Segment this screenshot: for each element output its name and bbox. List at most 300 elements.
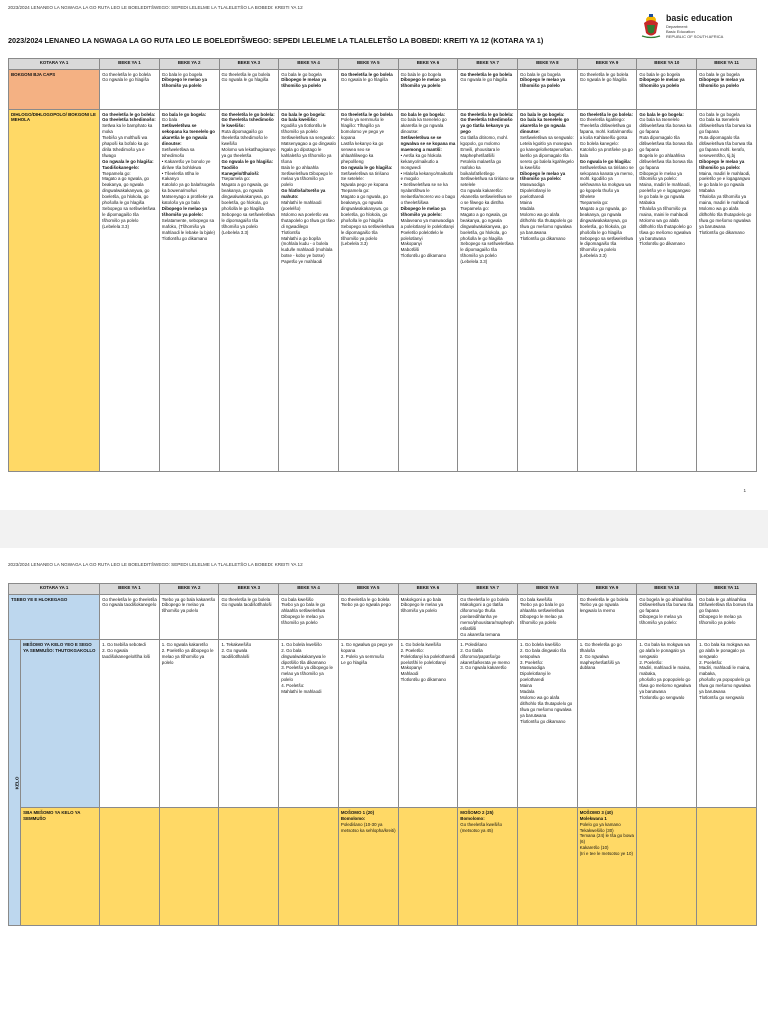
- cell-text-line: Go bala le go bogela: [520, 71, 561, 77]
- cell-text-line: Madiri, mahlaodi le maina,: [639, 665, 691, 671]
- cell-text-line: Maina, madiri le mahlaodi, poeletšo ye e logagangwo le go bala le go ngwala: [699, 170, 751, 188]
- cell-text-line: MOŠOMO 1 (20): [340, 809, 375, 815]
- cell-text-line: Ruta dipomagalo tša ditšweletšwa tša bonwa tša go fapana mohl. kerafo, sesewentšho, tij,bj: [699, 135, 753, 158]
- cell-text-line: Go bala le go ahlaahlisa: [699, 596, 747, 602]
- cell-text-line: Madala: [520, 689, 535, 695]
- cell-text-line: Go bala ka tsenelelo ditšweletšwa tša bonwa ka go fapana: [699, 117, 752, 135]
- cell-text-line: Go bala kwešišo: [520, 596, 553, 602]
- cell-text-line: Polelo ya semmušo le hlagišo: Tlhagišo ya bomolomo ye pego ye kopana: [340, 117, 385, 141]
- header-row: [9, 584, 757, 595]
- week-2-cell: [159, 110, 219, 472]
- cell-text-line: Molomo wa lekatlhagisanyo ya go theeletša: [221, 146, 276, 158]
- week-2-cell: [159, 595, 219, 640]
- week-8-cell: [518, 110, 578, 472]
- week-9-cell: [577, 70, 637, 110]
- cell-text-line: Go bala le go bogela: [699, 71, 740, 77]
- formal-assessment-row: [9, 808, 757, 926]
- cell-text-line: Magato a go ngwala, go beakanya, go ngwala dingwalwakakanywa, go boeletša, go hlokola, go phošolla le go hlagiša: [460, 211, 508, 241]
- cell-text-line: Go ngwala le go hlagiša: [340, 77, 388, 83]
- header-week-9: BEKE YA 9: [577, 59, 637, 70]
- week-1-cell: [100, 110, 160, 472]
- cell-text-line: Tsepamela go:: [579, 200, 609, 206]
- cell-text-line: Go ngwala taodišokanegelo: [102, 602, 157, 608]
- week-5-cell: [338, 808, 398, 926]
- week-11-cell: [697, 70, 757, 110]
- week-3-cell: [219, 70, 279, 110]
- cell-text-line: Tlotlontšu go dikamano: [400, 677, 446, 683]
- header-week-3: BEKE YA 3: [219, 59, 279, 70]
- cell-text-line: Tsebišo ya molthuši wa phapoši ka bofalo ka go dirila tshedimošo ya e tšwago: [102, 135, 149, 158]
- row-label: SBA MEŠOMO YA KELO YA SEMMUŠO: [21, 808, 100, 926]
- cell-text-line: 2. Poeletšo:: [699, 659, 723, 665]
- cell-text-line: Go theeletša le go bolela: [102, 71, 151, 77]
- cell-text-line: Sebopego sa setšweletšwa le dipomagaišo tša tšhomišo ya polelo (Lebelela 3.3): [579, 235, 633, 259]
- cell-text-line: Dibopego le melao ya tšhomišo ya polelo: [639, 77, 685, 89]
- cell-text-line: Go bala le go bogela:: [520, 111, 565, 117]
- cell-text-line: Mabaka: [639, 200, 656, 206]
- cell-text-line: Makokgoni a go tlatša diforomo/go thuša poelaredihlanha ye memo/phousitara/maphephetšatšiši: [460, 602, 514, 632]
- cell-text-line: Go bala ka tsenelelo ditšweletšwa tša bonwa ka go fapana: [639, 117, 692, 135]
- cell-text-line: Dibopego le melao ya tšhomišo ya polelo: [161, 602, 205, 614]
- cell-text-line: phošollo ya popopolelo go tšwa go mešomo ngwalwa ya barutwana: [639, 677, 691, 695]
- cell-text-line: Go ngwala kakaretšo:: [460, 188, 503, 194]
- header-week-10: BEKE YA 10: [637, 584, 697, 595]
- row-label: DIHLOGO/DIHLOGOPOLO/ BOKGONI LE MEHOLA: [9, 110, 100, 472]
- cell-text-line: Selatamente, sebopego sa mafoko, (Tšhomišo ya mahlaodi le lebake la bjale): [161, 217, 216, 235]
- cell-text-line: Dibopego le melao ya tšhomišo ya polelo:: [639, 614, 682, 626]
- cell-text-line: Go theeletša le go bolela: [460, 596, 509, 602]
- cell-text-line: Tlotlontšu go dikamano: [161, 235, 208, 241]
- cell-text-line: Go theeletša le go bolela: [340, 71, 393, 77]
- cell-text-line: 1. Go tsebiša sebotedi: [102, 641, 146, 647]
- cell-text-line: Makokgoni a go bala: [400, 596, 442, 602]
- cell-text-line: Bomolomo:: [460, 815, 485, 821]
- running-header: 2023/2024 LENANEO LA NGWAGA LA GO RUTA LEO LE BOELEDITŠWEGO: SEPEDI LELELME LA TLALELETŠO LA BOBEDI: KREITI YA 12: [8, 562, 303, 567]
- cell-text-line: Go bala ka tsenelelo go akaretša le go ngwala dinoutse:: [400, 117, 447, 135]
- cell-text-line: 3. Poeletšo ya dibopego le melao ya tšhomišo ya polelo: [281, 665, 333, 683]
- cell-text-line: Tihaloša ya tšhomišo ya maina, maini le mahlaodi: [639, 206, 688, 217]
- cell-text-line: Go bolela kanegelo:: [579, 141, 619, 147]
- week-7-cell: [458, 70, 518, 110]
- week-8-cell: [518, 640, 578, 808]
- header-week-3: BEKE YA 3: [219, 584, 279, 595]
- week-11-cell: [697, 808, 757, 926]
- cell-text-line: Setšweletšwa sa sengwalo:: [520, 135, 574, 141]
- cell-text-line: Dibopego le melao ya tšhomišo ya polelo: [400, 77, 446, 89]
- cell-text-line: 1. Tekakwešišo: [221, 641, 252, 647]
- cell-text-line: Tihaloša ya tšhomišo ya maina, madiri le mahlaodi: [699, 194, 750, 206]
- week-4-cell: [279, 640, 339, 808]
- cell-text-line: Tlotlontšu go sengwalo: [639, 695, 685, 700]
- week-11-cell: [697, 110, 757, 472]
- week-6-cell: [398, 640, 458, 808]
- cell-text-line: Tlotlontšu go dikamano: [520, 235, 566, 241]
- cell-text-line: Go tlatša ditiromo, mohl. kgopolo, go molomo: [460, 135, 508, 147]
- cell-text-line: Go theeletša le go bolela: [221, 596, 271, 602]
- cell-text-line: Lastša kekanyo ka go senwea seo se ahlaahlilwego ka phepolšeng: [340, 141, 384, 164]
- cell-text-line: Tsebo ya go ngwala pego: [340, 602, 391, 608]
- cell-text-line: Kakaretšo (10): [579, 845, 609, 851]
- week-2-cell: [159, 640, 219, 808]
- cell-text-line: 2. Polelo ya semmušo: [340, 653, 385, 659]
- cell-text-line: Dibopego le melao ya tšhomišo ya polelo:: [161, 206, 207, 217]
- cell-text-line: Ruta dipomagalo tša ditšweletšwa tša bonwa tša go fapana: [639, 135, 693, 152]
- cell-text-line: Tsebo ya go bala kakaretšo: [161, 596, 216, 602]
- cell-text-line: Tsebo ya go bala le go ahlaahla setšweletšwa: [281, 602, 326, 614]
- cell-text-line: Go theeletša le go bolela:: [102, 111, 156, 117]
- cell-text-line: Go bala le go bogela: [639, 71, 680, 77]
- cell-text-line: Makopanyi: [400, 665, 422, 671]
- cell-text-line: 3. Poeletšo:: [520, 659, 544, 665]
- cell-text-line: Magato a go ngwala, go beakanya, go ngwala dingwalwakakanywa, go boeletša, go hlokola, go phošolla le go hlagiša: [102, 176, 150, 206]
- cell-text-line: Maswaodiga: [520, 665, 545, 671]
- cell-text-line: Dibopego le melao ya tšhomišo ya polelo:: [520, 170, 566, 182]
- cell-text-line: • Setšweletšwa se se ka nyalantšhwa le melaetša/morero wo o bago o theeletšišwa: [400, 182, 456, 206]
- coat-of-arms-icon: [640, 11, 662, 39]
- week-6-cell: [398, 110, 458, 472]
- cell-text-line: 2. Go bala dingwalo tša setopolwa: [520, 647, 566, 659]
- cell-text-line: Go theeletša le go bolela:: [221, 111, 275, 117]
- week-7-cell: [458, 808, 518, 926]
- cell-text-line: Dibopego le melao ya tšhomišo ya polelo:: [639, 170, 682, 182]
- cell-text-line: 1. Go theeletša go go tlhaloša: [579, 641, 622, 653]
- week-5-cell: [338, 70, 398, 110]
- cell-text-line: Go bala le go bogela: [281, 71, 322, 77]
- week-1-cell: [100, 70, 160, 110]
- cell-text-line: Go bogela le go ahlaahlisa: [639, 596, 692, 602]
- cell-text-line: Dibopego le melao ya tšhomišo ya polelo: [161, 77, 207, 89]
- cell-text-line: Go ngwala le go hlagiša: [221, 77, 269, 83]
- document-title: 2023/2024 LENANEO LA NGWAGA LA GO RUTA LEO LE BOELEDITŠWEGO: SEPEDI LELELME LA TLALELETŠO LA BOBEDI: KREITI YA 12 (KOTARA YA 1): [8, 36, 544, 45]
- cell-text-line: • Kakaretšo ye bonolo ye dirilwe tša bohlokwa: [161, 158, 211, 170]
- running-header: 2023/2024 LENANEO LA NGWAGA LA GO RUTA LEO LE BOELEDITŠWEGO: SEPEDI LELELME LA TLALELETŠO LA BOBEDI: KREITI YA 12: [8, 5, 303, 10]
- cell-text-line: MOŠOMO 3 (40): [579, 809, 613, 815]
- cell-text-line: Dibopego le melao ya tšhomišo ya polelo: [520, 77, 566, 89]
- cell-text-line: 2. Go ngwala taodišotlhaloši: [221, 647, 250, 659]
- cell-text-line: Ditšweletšwa tša bonwa tša go fapana: [639, 602, 694, 614]
- programme-table-page-2: [8, 583, 757, 926]
- page-1: [0, 0, 768, 510]
- caps-skills-row: [9, 70, 757, 110]
- week-10-cell: [637, 595, 697, 640]
- cell-text-line: Magato a go ngwala, go beakanya, go ngwala dingwalwakakanywa, go boeletša, go hlokola, go phošolla le go hlagiša: [221, 182, 269, 211]
- week-8-cell: [518, 595, 578, 640]
- cell-text-line: 2. Poeletšo:: [400, 647, 424, 653]
- week-10-cell: [637, 110, 697, 472]
- cell-text-line: 2. Go bala dingwalwakakanywa le dipotšišo tša dikamano: [281, 647, 326, 665]
- cell-text-line: Go akaretša temana: [460, 631, 501, 637]
- week-4-cell: [279, 70, 339, 110]
- cell-text-line: Setšweletšwa sa sengwalo:: [281, 135, 335, 141]
- cell-text-line: Go ngwala taodišotlhaloši: [221, 602, 272, 608]
- cell-text-line: Go bala le go bogela: [699, 111, 740, 117]
- cell-text-line: Go theeletša le go bolela: [221, 71, 271, 77]
- cell-text-line: Emeili, phousitara le Maphephetšatšiši: [460, 146, 500, 158]
- cell-text-line: Polediśano (10-30 ya metsotso ka sehlopha/kreiti): [340, 821, 396, 833]
- cell-text-line: Go ngwala le go hlagiša:: [102, 158, 154, 164]
- header-week-5: BEKE YA 5: [338, 59, 398, 70]
- week-9-cell: [577, 808, 637, 926]
- header-week-4: BEKE YA 4: [279, 59, 339, 70]
- header-week-6: BEKE YA 6: [398, 584, 458, 595]
- cell-text-line: Molomo wa go alafa ditlhohlo tša thutapolelo go tšwa go mešomo ngwalwa ya barutwana: [639, 217, 692, 241]
- week-4-cell: [279, 808, 339, 926]
- cell-text-line: Mahlathi a go bopša (mohlala kudu - o bolela kudu/le mahlaodi (mohlala botse - kobo ye botse): [281, 235, 333, 259]
- week-7-cell: [458, 595, 518, 640]
- week-6-cell: [398, 808, 458, 926]
- cell-text-line: Ngala go dipotago le kahlaletšo ya tšhomišo ya tšona: [281, 146, 332, 164]
- cell-text-line: Temana (24) le tša go bowa (6): [579, 833, 634, 845]
- week-11-cell: [697, 595, 757, 640]
- cell-text-line: Katololo ya go bala/tsogela ka bowena/mošwi: [161, 182, 215, 194]
- cell-text-line: Molomo wa poeletšo wa thutapolelo go tšwa go tšeo di ngwadilego: [281, 211, 335, 229]
- cell-text-line: Go theeletša le go bolela: [340, 596, 390, 602]
- cell-text-line: Go bala le go bogela: [161, 71, 203, 77]
- row-label: MEŠOMO YA KELO YEO E SEGO YA SEMMUŠO: THUTOKGAKOLLO: [21, 640, 100, 808]
- cell-text-line: 2. Poeletšo ya dibopego le melao ya tšhomišo ya polelo: [161, 647, 214, 665]
- week-10-cell: [637, 640, 697, 808]
- header-week-2: BEKE YA 2: [159, 584, 219, 595]
- side-label-text: KELO: [14, 776, 20, 790]
- cell-text-line: Go theeletša le go bolela: [579, 71, 629, 77]
- cell-text-line: Go theeletša tshedimošo:: [102, 117, 156, 123]
- week-10-cell: [637, 70, 697, 110]
- cell-text-line: Go bala le go bogela:: [161, 111, 207, 117]
- cell-text-line: Molekwana 1: [579, 815, 607, 821]
- cell-text-line: Tsepamela go:: [460, 206, 489, 211]
- cell-text-line: Tlotlontšu go dikamano: [639, 241, 685, 247]
- cell-text-line: Akanetša setšweletšwa se o se filwego ka dintlha: [460, 194, 512, 206]
- cell-text-line: Dibopego le melao ya tšhomišo ya polelo: [400, 602, 444, 614]
- cell-text-line: • Aetša ka go hlokola kekanyo/maikutlo a mongwedi: [400, 152, 442, 170]
- cell-text-line: Setšweletšwa sa tiriśano: [340, 170, 389, 176]
- cell-text-line: Setšweletšwa se sekopana ka tsenelelo go akaretša le go ngwala dinoutse:: [161, 123, 215, 147]
- cell-text-line: Go ngwala le go hlagiša:: [221, 158, 273, 164]
- cell-text-line: Go bala: [161, 117, 178, 123]
- cell-text-line: Taodišo Kanegelo/tlhaloši:: [221, 164, 260, 176]
- cell-text-line: Mabaka: [699, 188, 715, 194]
- topics-row: [9, 110, 757, 472]
- header-week-9: BEKE YA 9: [577, 584, 637, 595]
- cell-text-line: • Tšeeletša ntlha le Kakanyo: [161, 170, 199, 182]
- cell-text-line: Molomo wa go alafa ditlhohlo tša thutapolelo go tšwa go mešomo ngwalwa ya barutwana: [699, 206, 752, 229]
- cell-text-line: Se setelele:: [340, 176, 364, 182]
- cell-text-line: Tlotlontšu go dikamano: [699, 229, 745, 235]
- cell-text-line: Tsepamela go:: [221, 176, 251, 182]
- header-week-4: BEKE YA 4: [279, 584, 339, 595]
- page-gap: [0, 510, 768, 548]
- cell-text-line: Go ngwala le go hlagiša: [460, 77, 508, 83]
- cell-text-line: Maswaodiga: [520, 182, 545, 188]
- week-10-cell: [637, 808, 697, 926]
- cell-text-line: Dipolelotlanyi le poelotharedi: [520, 188, 551, 200]
- cell-text-line: poelotšhi le polelotlanyi: [400, 659, 446, 665]
- cell-text-line: Molomo wa go alafa ditlhohlo tša thutapolelo go tšwa go mešomo ngwalwa ya barutwana: [520, 695, 573, 718]
- cell-text-line: mabaka,: [699, 671, 716, 677]
- cell-text-line: Go ngwala le go hlagiša: [579, 77, 627, 83]
- cell-text-line: Ngwala pego ye kopana: [340, 182, 389, 188]
- cell-text-line: Setšweletšwa sa tiriśano se sekopana kanata ya memo, mohl. kgodišo ya sekhwama ka mokgwa wa go kgopela thušo ya tšhelete: [579, 164, 634, 200]
- cell-text-line: 2. Go tlatša diforomo/papatšo/go akaretša/kerata ye memo: [460, 647, 510, 665]
- week-6-cell: [398, 595, 458, 640]
- week-5-cell: [338, 110, 398, 472]
- cell-text-line: Go bala le go bogela: [400, 71, 442, 77]
- header-week-11: BEKE YA 11: [697, 584, 757, 595]
- cell-text-line: mabaka,: [639, 671, 657, 677]
- week-8-cell: [518, 70, 578, 110]
- cell-text-line: Dibopego le melao ya tšhomišo ya polelo: [520, 614, 563, 626]
- header-week-7: BEKE YA 7: [458, 59, 518, 70]
- week-5-cell: [338, 640, 398, 808]
- department-logo: [640, 10, 758, 40]
- header-week-6: BEKE YA 6: [398, 59, 458, 70]
- cell-text-line: Dibopego le melao ya tšhomišo ya polelo: [281, 614, 324, 626]
- header-week-1: BEKE YA 1: [100, 59, 160, 70]
- week-11-cell: [697, 640, 757, 808]
- cell-text-line: Mahlaodi: [400, 671, 419, 677]
- cell-text-line: Ditšweletšwa tša bonwa tša go fapana: [699, 602, 754, 614]
- cell-text-line: Bala le go ahlaahla: [281, 164, 319, 170]
- cell-text-line: Mahlathi le mahlaodi: [281, 689, 322, 695]
- cell-text-line: Tekakwešišo (30): [579, 827, 614, 833]
- logo-subtitle-1: Department:: [666, 24, 689, 29]
- week-4-cell: [279, 595, 339, 640]
- cell-text-line: Go theeletša kgahlego:: [579, 117, 625, 123]
- cell-text-line: Dibopego le melao ya tšhomišo ya polelo: [699, 614, 742, 626]
- week-7-cell: [458, 110, 518, 472]
- week-8-cell: [518, 808, 578, 926]
- week-3-cell: [219, 640, 279, 808]
- week-5-cell: [338, 595, 398, 640]
- cell-text-line: 3. Go ngwala kakaretšo: [460, 665, 507, 671]
- required-knowledge-row: [9, 595, 757, 640]
- cell-text-line: 1. Go ngwalwa go pego ye kopana: [340, 641, 393, 653]
- cell-text-line: Setšweletšwa Dibopego le melao ya tšhomišo ya polelo: [281, 170, 333, 188]
- cell-text-line: Katološo ya protšeke ya go bala: [579, 146, 633, 158]
- header-row: [9, 59, 757, 70]
- cell-text-line: Dibopego le melao ya tšhomišo ya polelo:: [400, 206, 446, 217]
- cell-text-line: Dibopego le melao ya tšhomišo ya polelo:: [699, 158, 745, 170]
- week-3-cell: [219, 595, 279, 640]
- cell-text-line: Taodišokanegelo:: [102, 164, 140, 170]
- cell-text-line: Madala: [520, 206, 535, 211]
- cell-text-line: Go bala kwešišo:: [281, 117, 318, 123]
- cell-text-line: Sebopego sa setšweletšwa le dipomagaišo tša tšhomišo ya polelo (Lebelela 3.3): [102, 206, 156, 229]
- cell-text-line: 2. Go ngwalwa maphephetšatšiši ya dublana: [579, 653, 620, 671]
- cell-text-line: Go theeletša le go bolela: [579, 596, 629, 602]
- week-2-cell: [159, 808, 219, 926]
- cell-text-line: Tsebo ya go bala le go ahlaahla setšweletšwa: [520, 602, 564, 614]
- cell-text-line: Theeletša ditšweletšwa go fapana, mohl. kotla/mantšu a koša Kahlaselšo gotsa: [579, 123, 633, 141]
- cell-text-line: MOŠOMO 2 (25): [460, 809, 494, 815]
- cell-text-line: Go ngwala le go hlagiša:: [579, 158, 632, 164]
- cell-text-line: Tsepamela go:: [102, 170, 131, 176]
- cell-text-line: Go theeletša tshedimošo ya go tlatša kekanyo ya pego: [460, 117, 513, 135]
- cell-text-line: Go bala le go bogela:: [281, 111, 326, 117]
- logo-subtitle-3: REPUBLIC OF SOUTH AFRICA: [666, 34, 724, 39]
- header-week-1: BEKE YA 1: [100, 584, 160, 595]
- header-term: KOTARA YA 1: [9, 584, 100, 595]
- logo-subtitle-2: Basic Education: [666, 29, 695, 34]
- cell-text-line: Kgodišo ya tlotlontšu le tšhomišo ya polelo: [281, 123, 327, 135]
- programme-table-page-1: [8, 58, 757, 472]
- cell-text-line: Maina: [520, 200, 532, 206]
- week-3-cell: [219, 110, 279, 472]
- cell-text-line: Setšweletšwa sa tiriśano se setelele: [460, 176, 515, 188]
- cell-text-line: Tlotlontšu go sengwalo: [699, 695, 745, 700]
- cell-text-line: (Iri e tee le metsotso ye 10): [579, 851, 633, 857]
- header-week-5: BEKE YA 5: [338, 584, 398, 595]
- cell-text-line: Dibopego le melao ya tšhomišo ya polelo: [699, 77, 745, 89]
- cell-text-line: Setšweletšwa se se ngwalwa se se kopana ma maemong a mantši:: [400, 135, 456, 152]
- cell-text-line: Sebopego sa setšweletšwa le dipomagaišo tša tšhomišo ya polelo (Lebelela 3.3): [460, 241, 514, 265]
- cell-text-line: 1. Go bala ka mokgwa wa go alafa le ponagalo ya sengwalo: [639, 641, 690, 659]
- cell-text-line: Go hlatloša/tsetšo ya mahuto:: [281, 188, 326, 200]
- cell-text-line: Go theeletša kwešišo (metsotso ya 45): [460, 821, 503, 833]
- cell-text-line: Madiri, mahlaodi le maina,: [699, 665, 751, 671]
- cell-text-line: Magato a go ngwala, go beakanya, go ngwala dingwalwakakanywa, go boeletša, go hlokola, go phošolla le go hlagiša: [579, 206, 628, 235]
- cell-text-line: Letela kgoitlo ya mosegwa go kanegelo/ketapeno/kan. laetšo ya dipomagalo tša sereto go balela kgahlegelo la kwešišo: [520, 141, 574, 170]
- cell-text-line: Dibopego le melao ya tšhomišo ya polelo: [281, 77, 327, 89]
- week-7-cell: [458, 640, 518, 808]
- cell-text-line: Tsepamela go:: [340, 188, 370, 194]
- cell-text-line: 1. Polediśano: [460, 641, 487, 647]
- header-week-2: BEKE YA 2: [159, 59, 219, 70]
- cell-text-line: Makopanyi: [400, 241, 422, 247]
- cell-text-line: phošollo ya popopolelo go tšwa go mešomo ngwalwa ya barutwana: [699, 677, 751, 695]
- cell-text-line: Le go hlagiša: [340, 659, 368, 665]
- informal-assessment-row: [9, 640, 757, 808]
- cell-text-line: Go theeletša le go bolela: [340, 111, 393, 117]
- cell-text-line: Polelo go ya kamano: [579, 821, 621, 827]
- cell-text-line: 1. Go ngwala kakaretšo: [161, 641, 208, 647]
- week-9-cell: [577, 110, 637, 472]
- cell-text-line: Maina, madiri le mahlaodi, poeletšo ye e logagangwo le go bala le go ngwala: [639, 182, 691, 200]
- cell-text-line: Bogela le go ahlaahlisa ditšweletšwa tša bonwa tša go fapana: [639, 152, 693, 170]
- week-3-cell: [219, 808, 279, 926]
- page-number: 1: [743, 488, 746, 493]
- week-9-cell: [577, 595, 637, 640]
- cell-text-line: Setlwa ka le bamphato ka moka: [102, 123, 153, 135]
- cell-text-line: 4. Poeletšo:: [281, 683, 305, 689]
- row-label: BOKGONI BJA CAPS: [9, 70, 100, 110]
- cell-text-line: Poeletšo polelotlelo le polelotlanyi: [400, 229, 444, 241]
- header-term: KOTARA YA 1: [9, 59, 100, 70]
- cell-text-line: Tlotlontšu go dikamano: [520, 718, 566, 724]
- week-1-cell: [100, 595, 160, 640]
- header-week-8: BEKE YA 8: [518, 59, 578, 70]
- header-week-7: BEKE YA 7: [458, 584, 518, 595]
- week-9-cell: [577, 640, 637, 808]
- logo-title: basic education: [666, 13, 733, 23]
- cell-text-line: Go ngwala le go hlagiša: [102, 77, 149, 83]
- cell-text-line: Mabotšiši: [400, 247, 420, 253]
- page-2: [0, 548, 768, 1024]
- cell-text-line: Sebopego sa setšweletšwa le dipomagaišo tša tšhomišo ya polelo (Lebelela 3.3): [221, 211, 275, 235]
- cell-text-line: Tsebo ya go ngwala lengwalo la memo: [579, 602, 619, 614]
- cell-text-line: Go bala le go bogela:: [400, 111, 446, 117]
- cell-text-line: Go theeletša le go bolela: [460, 71, 513, 77]
- cell-text-line: Go bala ka tsenelelo go akaretša le go ngwala dinoutse:: [520, 117, 570, 135]
- cell-text-line: Fetolela malaetša go mafoko ka boikalofatšetšego: [460, 158, 502, 176]
- week-2-cell: [159, 70, 219, 110]
- cell-text-line: Dipolelotlanyi le poelotharedi: [520, 671, 551, 683]
- cell-text-line: 2. Go ngwala taodišokanegelo/tlha loši: [102, 647, 151, 659]
- cell-text-line: 1. Go bolela kwešišo: [281, 641, 322, 647]
- header-week-8: BEKE YA 8: [518, 584, 578, 595]
- cell-text-line: 1. Go bolela kwešišo: [400, 641, 442, 647]
- cell-text-line: Go theeletša le go bolela:: [460, 111, 514, 117]
